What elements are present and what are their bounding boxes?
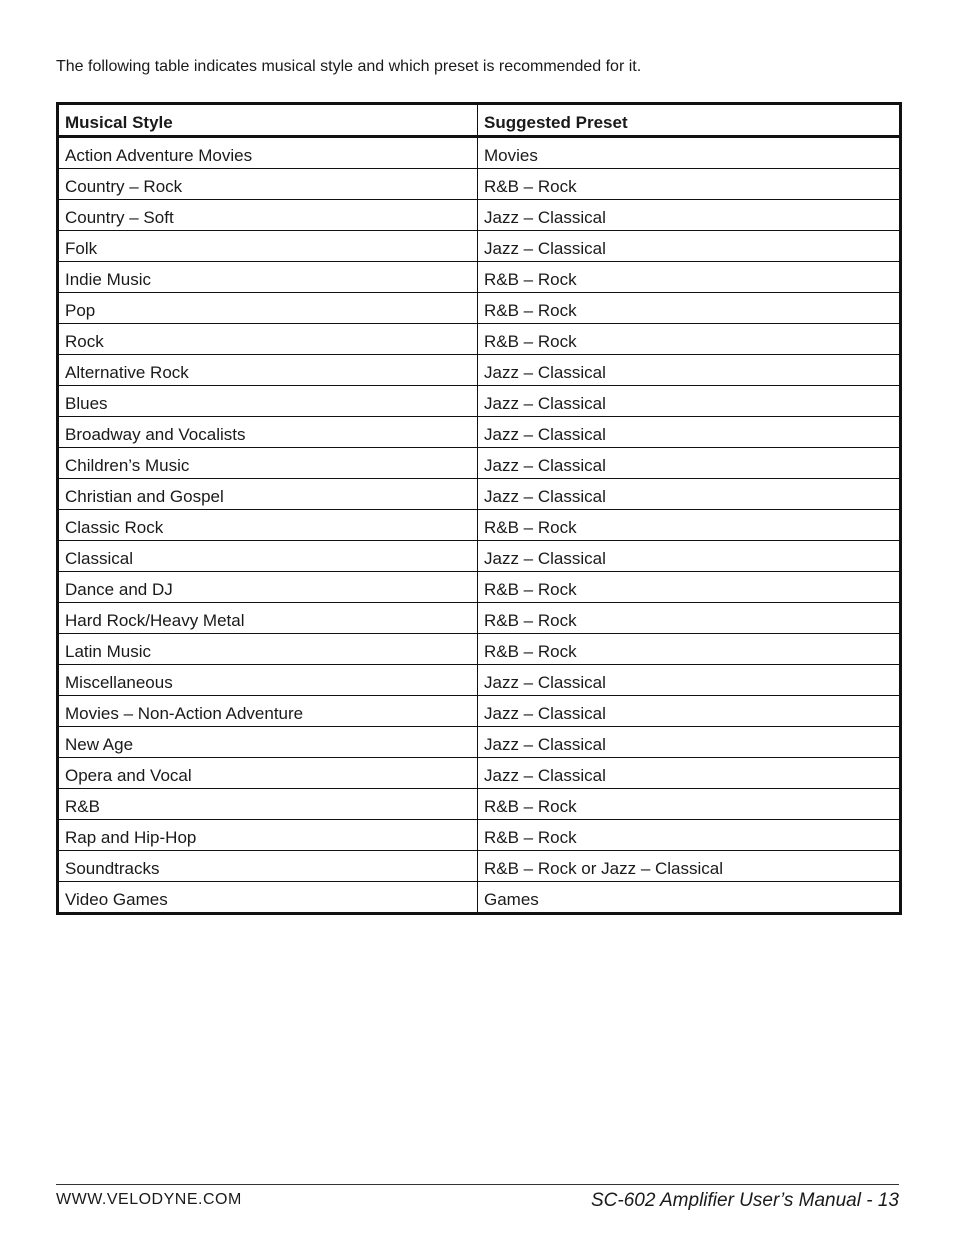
table-row — [58, 169, 901, 200]
cell-suggested-preset: Jazz – Classical — [478, 231, 901, 262]
table-body — [58, 137, 901, 914]
cell-suggested-preset: Movies — [478, 137, 901, 169]
footer-page-label: SC-602 Amplifier User’s Manual - 13 — [591, 1190, 899, 1211]
cell-suggested-preset: R&B – Rock — [478, 169, 901, 200]
cell-suggested-preset: R&B – Rock — [478, 820, 901, 851]
table-row — [58, 603, 901, 634]
cell-musical-style: Video Games — [58, 882, 478, 914]
header-musical-style: Musical Style — [58, 104, 478, 137]
cell-suggested-preset: Jazz – Classical — [478, 541, 901, 572]
cell-suggested-preset: R&B – Rock — [478, 572, 901, 603]
cell-suggested-preset: R&B – Rock or Jazz – Classical — [478, 851, 901, 882]
table-row — [58, 448, 901, 479]
cell-musical-style: Alternative Rock — [58, 355, 478, 386]
table-row — [58, 355, 901, 386]
cell-suggested-preset: Games — [478, 882, 901, 914]
cell-suggested-preset: Jazz – Classical — [478, 727, 901, 758]
table-row — [58, 262, 901, 293]
table-row — [58, 479, 901, 510]
cell-musical-style: Classic Rock — [58, 510, 478, 541]
preset-table — [56, 102, 902, 915]
footer-website: WWW.VELODYNE.COM — [56, 1191, 242, 1208]
cell-musical-style: Pop — [58, 293, 478, 324]
cell-musical-style: Children’s Music — [58, 448, 478, 479]
table-row — [58, 541, 901, 572]
cell-musical-style: Action Adventure Movies — [58, 137, 478, 169]
header-suggested-preset: Suggested Preset — [478, 104, 901, 137]
table-header-row — [58, 104, 901, 137]
cell-musical-style: Indie Music — [58, 262, 478, 293]
cell-musical-style: Rap and Hip-Hop — [58, 820, 478, 851]
cell-suggested-preset: Jazz – Classical — [478, 758, 901, 789]
table-row — [58, 665, 901, 696]
cell-suggested-preset: R&B – Rock — [478, 603, 901, 634]
table-row — [58, 634, 901, 665]
cell-musical-style: New Age — [58, 727, 478, 758]
cell-suggested-preset: R&B – Rock — [478, 789, 901, 820]
cell-musical-style: Country – Rock — [58, 169, 478, 200]
table-row — [58, 696, 901, 727]
table-row — [58, 324, 901, 355]
cell-musical-style: Christian and Gospel — [58, 479, 478, 510]
table-row — [58, 572, 901, 603]
cell-suggested-preset: Jazz – Classical — [478, 355, 901, 386]
cell-musical-style: Classical — [58, 541, 478, 572]
table-row — [58, 820, 901, 851]
cell-suggested-preset: R&B – Rock — [478, 510, 901, 541]
cell-musical-style: Soundtracks — [58, 851, 478, 882]
table-row — [58, 851, 901, 882]
table-row — [58, 727, 901, 758]
table-row — [58, 882, 901, 914]
cell-suggested-preset: R&B – Rock — [478, 634, 901, 665]
cell-musical-style: Dance and DJ — [58, 572, 478, 603]
cell-suggested-preset: R&B – Rock — [478, 293, 901, 324]
cell-suggested-preset: R&B – Rock — [478, 262, 901, 293]
table-row — [58, 200, 901, 231]
cell-suggested-preset: Jazz – Classical — [478, 479, 901, 510]
cell-musical-style: Blues — [58, 386, 478, 417]
table-row — [58, 758, 901, 789]
cell-musical-style: Hard Rock/Heavy Metal — [58, 603, 478, 634]
cell-musical-style: Movies – Non-Action Adventure — [58, 696, 478, 727]
cell-suggested-preset: Jazz – Classical — [478, 448, 901, 479]
table-row — [58, 789, 901, 820]
intro-paragraph: The following table indicates musical style and which preset is recommended for it. — [56, 58, 642, 75]
table-row — [58, 510, 901, 541]
table-row — [58, 417, 901, 448]
cell-musical-style: Miscellaneous — [58, 665, 478, 696]
cell-suggested-preset: Jazz – Classical — [478, 200, 901, 231]
cell-suggested-preset: Jazz – Classical — [478, 386, 901, 417]
footer-divider — [56, 1184, 899, 1185]
cell-musical-style: Latin Music — [58, 634, 478, 665]
cell-musical-style: Folk — [58, 231, 478, 262]
cell-musical-style: R&B — [58, 789, 478, 820]
table-row — [58, 386, 901, 417]
cell-musical-style: Rock — [58, 324, 478, 355]
cell-suggested-preset: Jazz – Classical — [478, 696, 901, 727]
cell-musical-style: Broadway and Vocalists — [58, 417, 478, 448]
table-row — [58, 137, 901, 169]
table-row — [58, 293, 901, 324]
cell-suggested-preset: R&B – Rock — [478, 324, 901, 355]
cell-musical-style: Country – Soft — [58, 200, 478, 231]
table-row — [58, 231, 901, 262]
cell-musical-style: Opera and Vocal — [58, 758, 478, 789]
cell-suggested-preset: Jazz – Classical — [478, 417, 901, 448]
cell-suggested-preset: Jazz – Classical — [478, 665, 901, 696]
